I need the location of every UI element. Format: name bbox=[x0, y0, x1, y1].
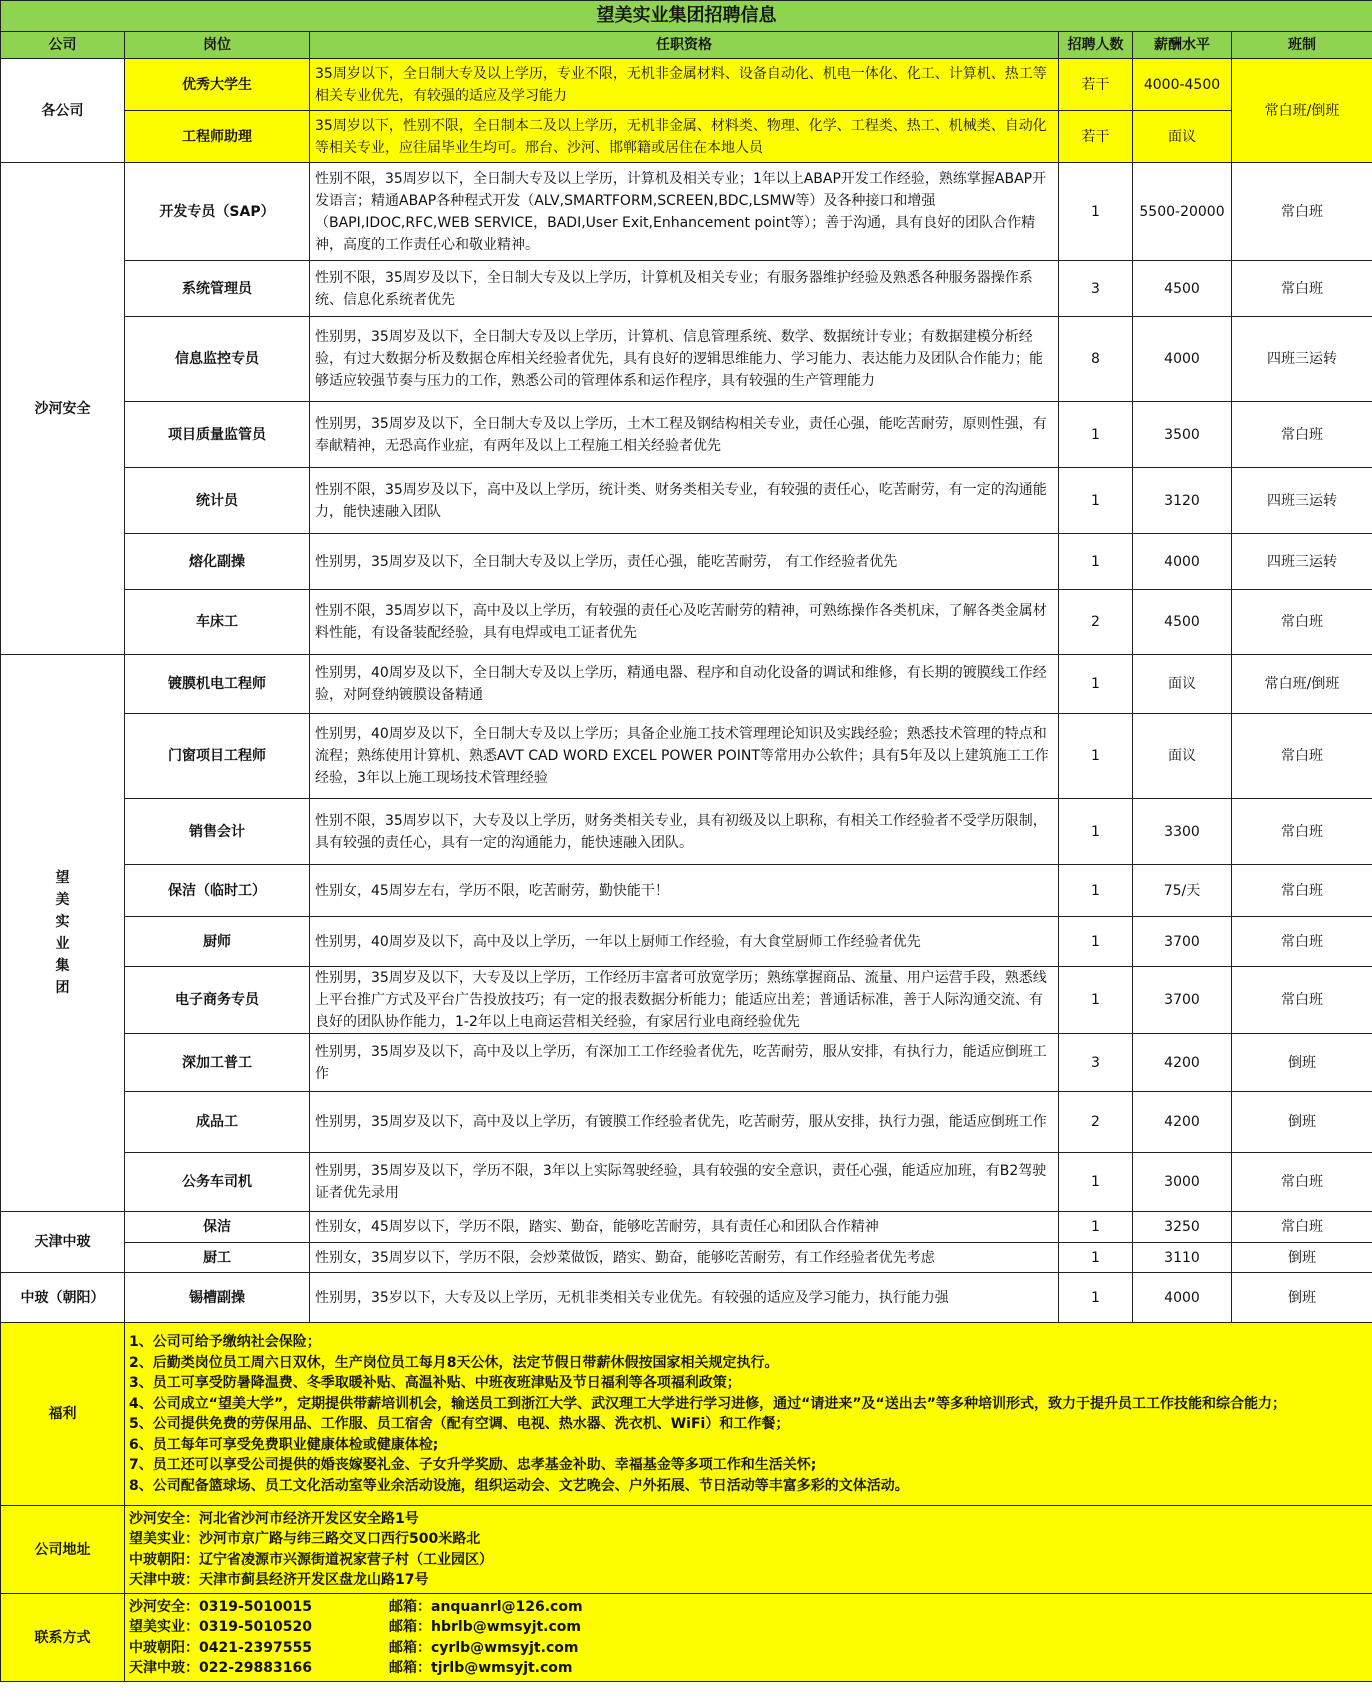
count-cell: 1 bbox=[1059, 967, 1133, 1034]
shift-cell: 四班三运转 bbox=[1232, 468, 1372, 534]
count-cell: 若干 bbox=[1059, 59, 1133, 111]
shift-cell: 常白班 bbox=[1232, 1153, 1372, 1212]
position-cell: 厨工 bbox=[125, 1243, 310, 1273]
table-row bbox=[1, 261, 1372, 317]
salary-cell: 3000 bbox=[1133, 1153, 1232, 1212]
requirement-cell: 性别女，45周岁左右，学历不限，吃苦耐劳，勤快能干！ bbox=[310, 865, 1059, 917]
salary-cell: 4500 bbox=[1133, 261, 1232, 317]
address-row bbox=[1, 1506, 1372, 1594]
company-cell: 中玻（朝阳） bbox=[1, 1273, 125, 1323]
position-cell: 信息监控专员 bbox=[125, 317, 310, 402]
position-cell: 统计员 bbox=[125, 468, 310, 534]
requirement-cell: 35周岁以下，性别不限，全日制本二及以上学历，无机非金属、材料类、物理、化学、工程类、热工、机械类、自动化等相关专业，应往届毕业生均可。邢台、沙河、邯郸籍或居住在本地人员 bbox=[310, 111, 1059, 163]
table-row bbox=[1, 1153, 1372, 1212]
salary-cell: 4000 bbox=[1133, 1273, 1232, 1323]
contact-phone: 中玻朝阳：0421-2397555 bbox=[129, 1639, 312, 1656]
shift-cell: 倒班 bbox=[1232, 1243, 1372, 1273]
shift-cell: 常白班/倒班 bbox=[1232, 655, 1372, 714]
position-cell: 开发专员（SAP） bbox=[125, 163, 310, 261]
table-row bbox=[1, 714, 1372, 799]
contact-item bbox=[129, 1638, 1368, 1659]
company-cell: 天津中玻 bbox=[1, 1212, 125, 1273]
benefits-row bbox=[1, 1323, 1372, 1506]
address-item: 沙河安全：河北省沙河市经济开发区安全路1号 bbox=[129, 1510, 419, 1527]
salary-cell: 3700 bbox=[1133, 967, 1232, 1034]
table-row bbox=[1, 163, 1372, 261]
requirement-cell: 性别不限，35周岁及以下，高中及以上学历，统计类、财务类相关专业，有较强的责任心，吃苦耐劳，有一定的沟通能力，能快速融入团队 bbox=[310, 468, 1059, 534]
header-requirements: 任职资格 bbox=[310, 32, 1059, 59]
company-cell: 沙河安全 bbox=[1, 163, 125, 655]
contact-phone: 天津中玻：022-29883166 bbox=[129, 1660, 312, 1676]
shift-cell: 常白班 bbox=[1232, 967, 1372, 1034]
count-cell: 3 bbox=[1059, 261, 1133, 317]
shift-cell: 常白班 bbox=[1232, 590, 1372, 655]
requirement-cell: 性别女，35周岁以下，学历不限，会炒菜做饭，踏实、勤奋，能够吃苦耐劳，有工作经验者优先考虑 bbox=[310, 1243, 1059, 1273]
requirement-cell: 性别女，45周岁以下，学历不限，踏实、勤奋，能够吃苦耐劳，具有责任心和团队合作精神 bbox=[310, 1212, 1059, 1243]
count-cell: 1 bbox=[1059, 1243, 1133, 1273]
position-cell: 工程师助理 bbox=[125, 111, 310, 163]
salary-cell: 3120 bbox=[1133, 468, 1232, 534]
count-cell: 1 bbox=[1059, 655, 1133, 714]
benefits-label: 福利 bbox=[1, 1323, 125, 1506]
address-list bbox=[125, 1506, 1372, 1594]
position-cell: 锡槽副操 bbox=[125, 1273, 310, 1323]
position-cell: 系统管理员 bbox=[125, 261, 310, 317]
salary-cell: 面议 bbox=[1133, 655, 1232, 714]
count-cell: 3 bbox=[1059, 1034, 1133, 1092]
benefit-item: 8、公司配备篮球场、员工文化活动室等业余活动设施，组织运动会、文艺晚会、户外拓展、节日活动等丰富多彩的文体活动。 bbox=[129, 1477, 909, 1494]
shift-cell: 常白班 bbox=[1232, 714, 1372, 799]
table-row bbox=[1, 1243, 1372, 1273]
table-row bbox=[1, 111, 1372, 163]
contact-label: 联系方式 bbox=[1, 1594, 125, 1682]
table-row bbox=[1, 655, 1372, 714]
header-salary: 薪酬水平 bbox=[1133, 32, 1232, 59]
requirement-cell: 性别男，35周岁及以下，全日制大专及以上学历，土木工程及钢结构相关专业，责任心强，能吃苦耐劳，原则性强，有奉献精神，无恐高作业症，有两年及以上工程施工相关经验者优先 bbox=[310, 402, 1059, 468]
shift-cell: 常白班 bbox=[1232, 1212, 1372, 1243]
position-cell: 深加工普工 bbox=[125, 1034, 310, 1092]
requirement-cell: 性别男，40周岁及以下，高中及以上学历，一年以上厨师工作经验，有大食堂厨师工作经验者优先 bbox=[310, 917, 1059, 967]
salary-cell: 4000-4500 bbox=[1133, 59, 1232, 111]
header-position: 岗位 bbox=[125, 32, 310, 59]
count-cell: 1 bbox=[1059, 1153, 1133, 1212]
salary-cell: 4000 bbox=[1133, 534, 1232, 590]
count-cell: 8 bbox=[1059, 317, 1133, 402]
header-count: 招聘人数 bbox=[1059, 32, 1133, 59]
requirement-cell: 35周岁以下，全日制大专及以上学历，专业不限，无机非金属材料、设备自动化、机电一体化、化工、计算机、热工等相关专业优先，有较强的适应及学习能力 bbox=[310, 59, 1059, 111]
shift-cell: 常白班 bbox=[1232, 261, 1372, 317]
count-cell: 1 bbox=[1059, 163, 1133, 261]
salary-cell: 75/天 bbox=[1133, 865, 1232, 917]
table-row bbox=[1, 534, 1372, 590]
salary-cell: 4000 bbox=[1133, 317, 1232, 402]
shift-cell: 四班三运转 bbox=[1232, 534, 1372, 590]
count-cell: 若干 bbox=[1059, 111, 1133, 163]
address-label: 公司地址 bbox=[1, 1506, 125, 1594]
count-cell: 1 bbox=[1059, 917, 1133, 967]
position-cell: 公务车司机 bbox=[125, 1153, 310, 1212]
count-cell: 1 bbox=[1059, 1273, 1133, 1323]
benefit-item: 5、公司提供免费的劳保用品、工作服、员工宿舍（配有空调、电视、热水器、洗衣机、WiFi）和工作餐； bbox=[129, 1416, 790, 1432]
table-row bbox=[1, 917, 1372, 967]
salary-cell: 4500 bbox=[1133, 590, 1232, 655]
requirement-cell: 性别不限，35周岁以下，高中及以上学历，有较强的责任心及吃苦耐劳的精神，可熟练操作各类机床，了解各类金属材料性能，有设备装配经验，具有电焊或电工证者优先 bbox=[310, 590, 1059, 655]
benefit-item: 2、后勤类岗位员工周六日双休，生产岗位员工每月8天公休，法定节假日带薪休假按国家相关规定执行。 bbox=[129, 1354, 779, 1371]
salary-cell: 3110 bbox=[1133, 1243, 1232, 1273]
requirement-cell: 性别不限，35周岁以下，大专及以上学历，财务类相关专业，具有初级及以上职称，有相关工作经验者不受学历限制，具有较强的责任心，具有一定的沟通能力，能快速融入团队。 bbox=[310, 799, 1059, 865]
table-row bbox=[1, 865, 1372, 917]
table-row bbox=[1, 468, 1372, 534]
shift-cell: 倒班 bbox=[1232, 1273, 1372, 1323]
contact-email[interactable]: 邮箱：tjrlb@wmsyjt.com bbox=[389, 1660, 573, 1676]
page-title: 望美实业集团招聘信息 bbox=[1, 1, 1372, 32]
table-row bbox=[1, 590, 1372, 655]
position-cell: 厨师 bbox=[125, 917, 310, 967]
shift-cell: 常白班 bbox=[1232, 402, 1372, 468]
shift-cell: 常白班 bbox=[1232, 799, 1372, 865]
shift-cell: 常白班 bbox=[1232, 917, 1372, 967]
count-cell: 1 bbox=[1059, 1212, 1133, 1243]
header-company: 公司 bbox=[1, 32, 125, 59]
salary-cell: 4200 bbox=[1133, 1092, 1232, 1153]
contact-email[interactable]: 邮箱：cyrlb@wmsyjt.com bbox=[389, 1639, 579, 1656]
requirement-cell: 性别男，35周岁及以下，高中及以上学历，有镀膜工作经验者优先，吃苦耐劳，服从安排，执行力强，能适应倒班工作 bbox=[310, 1092, 1059, 1153]
requirement-cell: 性别男，35周岁及以下，大专及以上学历，工作经历丰富者可放宽学历；熟练掌握商品、流量、用户运营手段，熟悉线上平台推广方式及平台广告投放技巧；有一定的报表数据分析能力；能适应出差；普通话标准，善于人际沟通交流、有良好的团队协作能力，1-2年以上电商运营相关经验，有家居行业电商经验优先 bbox=[310, 967, 1059, 1034]
count-cell: 1 bbox=[1059, 714, 1133, 799]
requirement-cell: 性别不限，35周岁及以下，全日制大专及以上学历，计算机及相关专业；有服务器维护经验及熟悉各种服务器操作系统、信息化系统者优先 bbox=[310, 261, 1059, 317]
position-cell: 门窗项目工程师 bbox=[125, 714, 310, 799]
requirement-cell: 性别不限，35周岁以下，全日制大专及以上学历，计算机及相关专业；1年以上ABAP开发工作经验，熟练掌握ABAP开发语言；精通ABAP各种程式开发（ALV,SMARTFORM,SCREEN,BDC,LSMW等）及各种接口和增强（BAPI,IDOC,RFC,WEB SERVICE，BADI,User Exit,Enhancement point等）；善于沟通，具有良好的团队合作精神，高度的工作责任心和敬业精神。 bbox=[310, 163, 1059, 261]
position-cell: 项目质量监管员 bbox=[125, 402, 310, 468]
shift-cell: 四班三运转 bbox=[1232, 317, 1372, 402]
shift-cell: 常白班/倒班 bbox=[1232, 59, 1372, 163]
company-cell: 各公司 bbox=[1, 59, 125, 163]
benefit-item: 6、员工每年可享受免费职业健康体检或健康体检; bbox=[129, 1436, 439, 1453]
shift-cell: 常白班 bbox=[1232, 163, 1372, 261]
position-cell: 镀膜机电工程师 bbox=[125, 655, 310, 714]
position-cell: 优秀大学生 bbox=[125, 59, 310, 111]
position-cell: 保洁 bbox=[125, 1212, 310, 1243]
count-cell: 2 bbox=[1059, 1092, 1133, 1153]
table-row bbox=[1, 1212, 1372, 1243]
table-row bbox=[1, 1273, 1372, 1323]
benefit-item: 1、公司可给予缴纳社会保险； bbox=[129, 1334, 321, 1350]
position-cell: 熔化副操 bbox=[125, 534, 310, 590]
salary-cell: 3700 bbox=[1133, 917, 1232, 967]
position-cell: 车床工 bbox=[125, 590, 310, 655]
table-row bbox=[1, 1034, 1372, 1092]
company-vertical-label: 望美实业集团 bbox=[55, 870, 70, 996]
company-cell bbox=[1, 655, 125, 1212]
table-row bbox=[1, 967, 1372, 1034]
requirement-cell: 性别男，35周岁及以下，高中及以上学历，有深加工工作经验者优先，吃苦耐劳，服从安排，有执行力，能适应倒班工作 bbox=[310, 1034, 1059, 1092]
position-cell: 成品工 bbox=[125, 1092, 310, 1153]
benefit-item: 3、员工可享受防暑降温费、冬季取暖补贴、高温补贴、中班夜班津贴及节日福利等各项福利政策； bbox=[129, 1375, 741, 1391]
table-row bbox=[1, 317, 1372, 402]
salary-cell: 面议 bbox=[1133, 714, 1232, 799]
contact-email[interactable]: 邮箱：hbrlb@wmsyjt.com bbox=[389, 1619, 582, 1635]
count-cell: 1 bbox=[1059, 865, 1133, 917]
benefit-item: 7、员工还可以享受公司提供的婚丧嫁娶礼金、子女升学奖励、忠孝基金补助、幸福基金等多项工作和生活关怀; bbox=[129, 1457, 817, 1473]
salary-cell: 3300 bbox=[1133, 799, 1232, 865]
benefits-list bbox=[125, 1323, 1372, 1506]
address-item: 中玻朝阳：辽宁省凌源市兴源街道祝家营子村（工业园区） bbox=[129, 1551, 493, 1568]
shift-cell: 倒班 bbox=[1232, 1034, 1372, 1092]
contact-item bbox=[129, 1617, 1368, 1638]
contact-row bbox=[1, 1594, 1372, 1682]
position-cell: 保洁（临时工） bbox=[125, 865, 310, 917]
salary-cell: 3250 bbox=[1133, 1212, 1232, 1243]
table-row bbox=[1, 799, 1372, 865]
benefit-item: 4、公司成立“望美大学”，定期提供带薪培训机会，输送员工到浙江大学、武汉理工大学进行学习进修，通过“请进来”及“送出去”等多种培训形式，致力于提升员工工作技能和综合能力； bbox=[129, 1395, 1286, 1412]
position-cell: 销售会计 bbox=[125, 799, 310, 865]
count-cell: 1 bbox=[1059, 468, 1133, 534]
salary-cell: 5500-20000 bbox=[1133, 163, 1232, 261]
contact-phone: 望美实业：0319-5010520 bbox=[129, 1619, 312, 1635]
requirement-cell: 性别男，35周岁及以下，全日制大专及以上学历，责任心强，能吃苦耐劳， 有工作经验者优先 bbox=[310, 534, 1059, 590]
count-cell: 1 bbox=[1059, 534, 1133, 590]
contact-list bbox=[125, 1594, 1372, 1682]
table-row bbox=[1, 1092, 1372, 1153]
count-cell: 1 bbox=[1059, 799, 1133, 865]
table-row bbox=[1, 402, 1372, 468]
salary-cell: 面议 bbox=[1133, 111, 1232, 163]
requirement-cell: 性别男，40周岁及以下，全日制大专及以上学历；具备企业施工技术管理理论知识及实践经验；熟悉技术管理的特点和流程；熟练使用计算机、熟悉AVT CAD WORD EXCEL POWER POINT等常用办公软件；具有5年及以上建筑施工工作经验，3年以上施工现场技术管理经验 bbox=[310, 714, 1059, 799]
requirement-cell: 性别男，35周岁及以下，全日制大专及以上学历，计算机、信息管理系统、数学、数据统计专业；有数据建模分析经验，有过大数据分析及数据仓库相关经验者优先，具有良好的逻辑思维能力、学习能力、表达能力及团队合作能力；能够适应较强节奏与压力的工作，熟悉公司的管理体系和运作程序，具有较强的生产管理能力 bbox=[310, 317, 1059, 402]
salary-cell: 3500 bbox=[1133, 402, 1232, 468]
table-row bbox=[1, 59, 1372, 111]
count-cell: 2 bbox=[1059, 590, 1133, 655]
position-cell: 电子商务专员 bbox=[125, 967, 310, 1034]
contact-email[interactable]: 邮箱：anquanrl@126.com bbox=[389, 1598, 583, 1615]
address-item: 天津中玻：天津市蓟县经济开发区盘龙山路17号 bbox=[129, 1572, 429, 1588]
header-row bbox=[1, 32, 1372, 59]
header-shift: 班制 bbox=[1232, 32, 1372, 59]
shift-cell: 常白班 bbox=[1232, 865, 1372, 917]
contact-item bbox=[129, 1597, 1368, 1618]
shift-cell: 倒班 bbox=[1232, 1092, 1372, 1153]
contact-item bbox=[129, 1658, 1368, 1679]
contact-phone: 沙河安全：0319-5010015 bbox=[129, 1598, 312, 1615]
requirement-cell: 性别男，35岁以下，大专及以上学历，无机非类相关专业优先。有较强的适应及学习能力，执行能力强 bbox=[310, 1273, 1059, 1323]
count-cell: 1 bbox=[1059, 402, 1133, 468]
requirement-cell: 性别男，35周岁及以下，学历不限，3年以上实际驾驶经验，具有较强的安全意识，责任心强，能适应加班，有B2驾驶证者优先录用 bbox=[310, 1153, 1059, 1212]
requirement-cell: 性别男，40周岁及以下，全日制大专及以上学历，精通电器、程序和自动化设备的调试和维修，有长期的镀膜线工作经验，对阿登纳镀膜设备精通 bbox=[310, 655, 1059, 714]
address-item: 望美实业：沙河市京广路与纬三路交叉口西行500米路北 bbox=[129, 1531, 481, 1547]
salary-cell: 4200 bbox=[1133, 1034, 1232, 1092]
